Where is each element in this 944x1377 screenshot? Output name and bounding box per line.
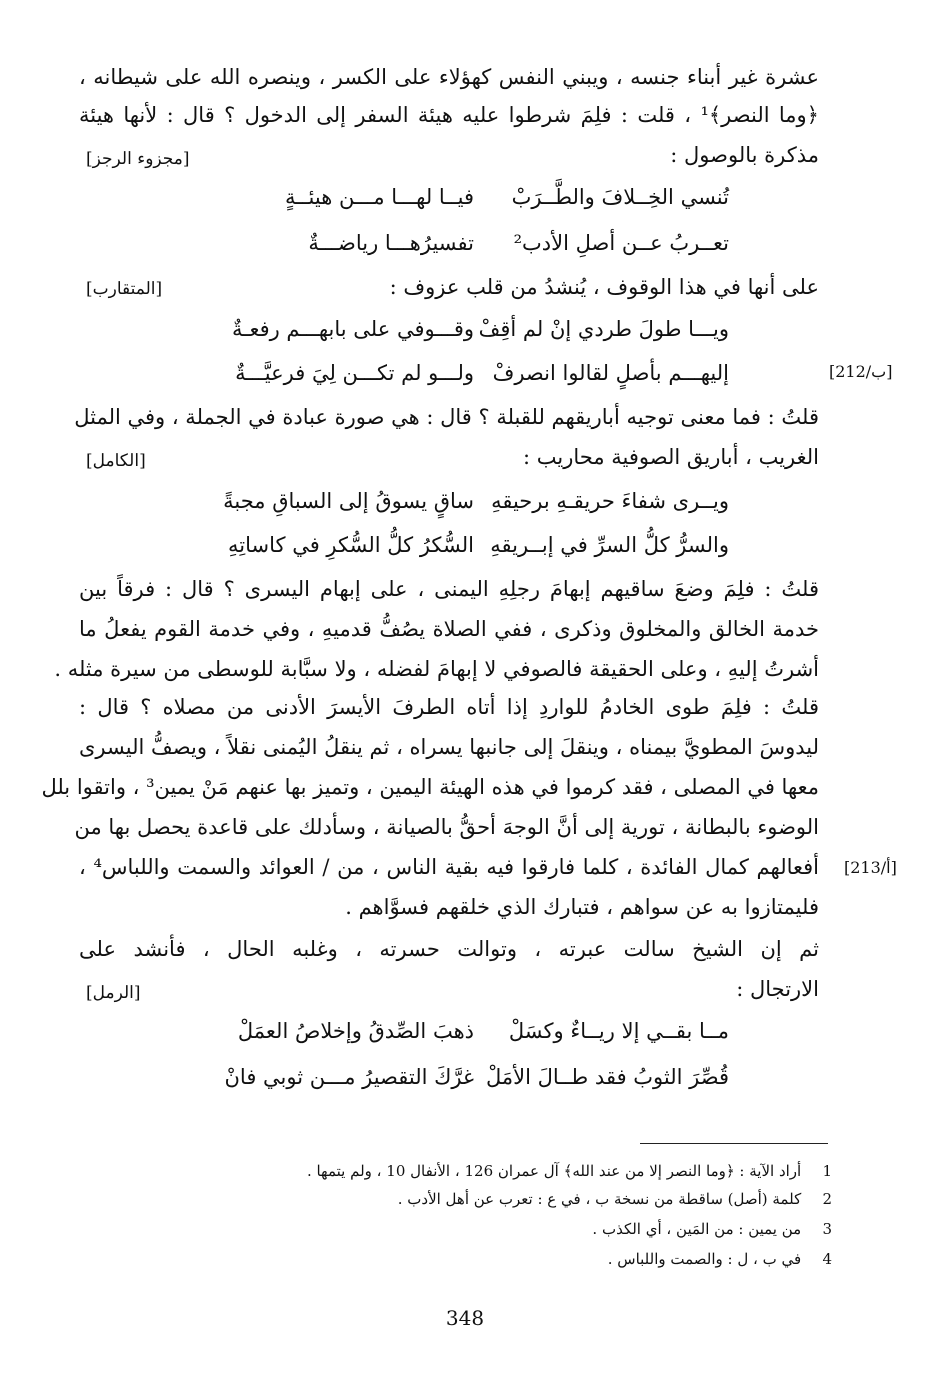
footnote: [192, 1160, 832, 1182]
prose-line: أشرتُ إليهِ ، وعلى الحقيقة فالصوفي لا إبهامَ لفضله ، ولا سبَّابة للوسطى من سيرة مثله .: [54, 657, 819, 681]
verse-hemistich-left: ويــرى شفاءَ حريقـهِ برحيقهِ: [491, 489, 729, 513]
meter-label: [الرمل]: [86, 983, 141, 1003]
prose-line: مذكرة بالوصول :: [670, 143, 819, 167]
footnote-number: 1: [822, 1162, 832, 1180]
verse-hemistich-right: السُّكرُ كلُّ السُّكرِ في كاساتِهِ: [228, 533, 474, 557]
footnote: [192, 1248, 832, 1270]
meter-label: [المتقارب]: [86, 279, 163, 299]
prose-line: الارتجال :: [736, 977, 819, 1001]
verse-hemistich-left: قُصِّرَ الثوبُ فقد طــالَ الأمَلْ: [485, 1065, 729, 1089]
prose-line: أفعالهم كمال الفائدة ، كلما فارقوا فيه بقية الناس ، من / العوائد والسمت واللباس⁴ ،: [79, 855, 820, 879]
prose-line: على أنها في هذا الوقوف ، يُنشدُ من قلب عزوف :: [389, 275, 819, 299]
prose-line: قلتُ : فلِمَ طوى الخادمُ للواردِ إذا أتاه الطرفَ الأيسرَ الأدنى من مصلاه ؟ قال :: [79, 695, 819, 719]
verse-hemistich-left: تُنسي الخِــلافَ والطَّــرَبْ: [511, 185, 729, 209]
prose-line: الوضوء بالبطانة ، تورية إلى أنَّ الوجهَ أحقُّ بالصيانة ، وسأدلك على قاعدة يحصل بها من: [74, 815, 819, 839]
footnote-number: 2: [822, 1190, 832, 1208]
prose-line: فليمتازوا به عن سواهم ، فتبارك الذي خلقهم فسوَّاهم .: [345, 895, 819, 919]
prose-line: ليدوسَ المطويَّ بيمناه ، وينقلَ إلى جانبها يسراه ، ثم ينقلُ اليُمنى نقلاً ، ويصفُّ اليسرى: [79, 735, 819, 759]
footnote-separator: [640, 1143, 828, 1144]
verse-hemistich-right: تفسيرُهـــا رياضـــةٌ: [308, 231, 474, 255]
page-number: 348: [445, 1306, 485, 1330]
footnote: [192, 1188, 832, 1210]
verse-hemistich-right: فيــا لهـــا مـــن هيئــةٍ: [284, 185, 474, 209]
verse-hemistich-right: ذهبَ الصِّدقُ وإخلاصُ العمَلْ: [237, 1019, 474, 1043]
meter-label: [مجزوء الرجز]: [86, 149, 190, 169]
prose-line: معها في المصلى ، فقد كرموا في هذه الهيئة اليمين ، وتميز بها عنهم مَنْ يمين³ ، واتقوا بلل: [41, 775, 819, 799]
prose-line: ثم إن الشيخ سالت عبرته ، وتوالت حسرته ، وغلبه الحال ، فأنشد على: [79, 937, 819, 961]
footnote: [192, 1218, 832, 1240]
verse-hemistich-right: ساقٍ يسوقُ إلى السباقِ مجبةً: [223, 489, 474, 513]
prose-line: ﴿وما النصر﴾¹ ، قلت : فلِمَ شرطوا عليه هيئة السفر إلى الدخول ؟ قال : لأنها هيئة: [79, 103, 819, 127]
prose-line: خدمة الخالق والمخلوق وذكرى ، ففي الصلاة يصُفُّ قدميهِ ، وفي خدمة القوم يفعلُ ما: [79, 617, 819, 641]
footnote-number: 4: [822, 1250, 832, 1268]
verse-hemistich-left: مــا بقــي إلا ريــاءٌ وكسَلْ: [508, 1019, 729, 1043]
footnote-text: كلمة (أصل) ساقطة من نسخة ب ، في ع : تعرب عن أهل الأدب .: [397, 1190, 802, 1208]
footnote-number: 3: [822, 1220, 832, 1238]
prose-line: قلتُ : فما معنى توجيه أباريقهم للقبلة ؟ قال : هي صورة عبادة في الجملة ، وفي المثل: [74, 405, 819, 429]
footnote-text: في ب ، ل : والصمت واللباس .: [607, 1250, 802, 1268]
verse-hemistich-right: غرَّكَ التقصيرُ مـــن ثوبي فانْ: [224, 1065, 474, 1089]
verse-hemistich-left: والسرُّ كلُّ السرِّ في إبــريقهِ: [490, 533, 729, 557]
manuscript-folio-marker: [212/ب]: [829, 362, 893, 381]
verse-hemistich-left: ويـــا طولَ طردي إنْ لم أقِفْ: [478, 317, 729, 341]
prose-line: الغريب ، أباريق الصوفية محاريب :: [523, 445, 819, 469]
footnote-text: من يمين : من المَين ، أي الكذب .: [592, 1220, 802, 1238]
verse-hemistich-left: إليهـــم بأصلٍ لقالوا انصرفْ: [492, 361, 729, 385]
verse-hemistich-left: تعــربُ عــن أصلِ الأدب²: [513, 231, 729, 255]
meter-label: [الكامل]: [86, 451, 146, 471]
verse-hemistich-right: وقـــوفي على بابهـــم رفعـةٌ: [232, 317, 474, 341]
footnote-text: أراد الآية : ﴿وما النصر إلا من عند الله﴾ آل عمران 126 ، الأنفال 10 ، ولم يتمها .: [306, 1162, 802, 1180]
prose-line: عشرة غير أبناء جنسه ، ويبني النفس كهؤلاء على الكسر ، وينصره الله على شيطانه ،: [79, 65, 819, 89]
verse-hemistich-right: ولـــو لم تكـــن لِيَ فرعيَّـــةٌ: [235, 361, 474, 385]
prose-line: قلتُ : فلِمَ وضعَ ساقيهم إبهامَ رجلِهِ اليمنى ، على إبهام اليسرى ؟ قال : فرقاً بين: [79, 577, 819, 601]
manuscript-folio-marker: [213/أ]: [844, 858, 897, 877]
